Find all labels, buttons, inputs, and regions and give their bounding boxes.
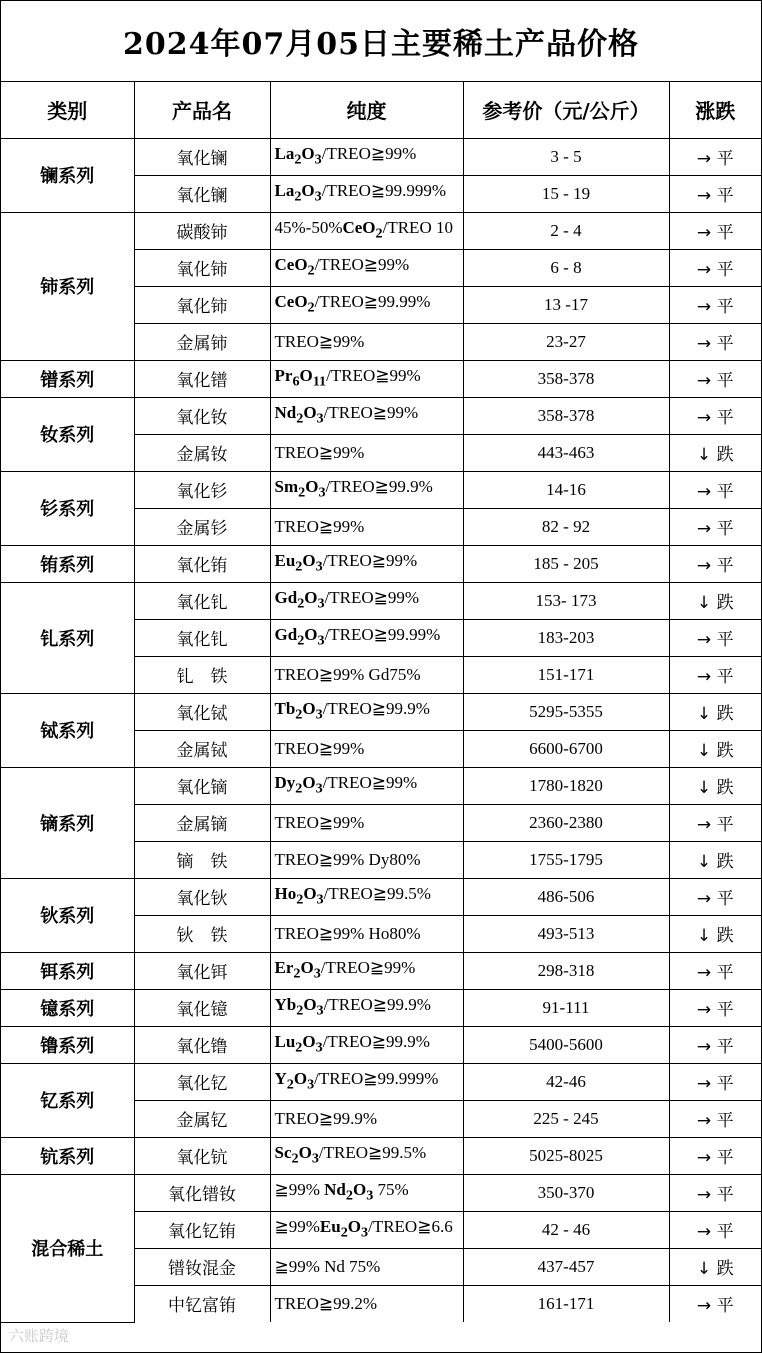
product-name-cell: 氧化铒 xyxy=(134,952,270,989)
category-cell: 铒系列 xyxy=(1,952,134,989)
change-cell: → 平 xyxy=(669,1026,761,1063)
product-name-cell: 金属镝 xyxy=(134,804,270,841)
change-cell: → 平 xyxy=(669,1211,761,1248)
change-cell: → 平 xyxy=(669,1100,761,1137)
table-row xyxy=(1,1063,761,1100)
header-product-name: 产品名 xyxy=(134,82,270,138)
purity-cell: $Ho_2O_3/TREO≧99.5\%$ xyxy=(270,878,463,915)
change-cell: → 平 xyxy=(669,1174,761,1211)
category-cell: 镥系列 xyxy=(1,1026,134,1063)
change-cell: → 平 xyxy=(669,1285,761,1322)
purity-cell: $Gd_2O_3/TREO≧99\%$ xyxy=(270,582,463,619)
category-cell: 钐系列 xyxy=(1,471,134,545)
price-table xyxy=(1,82,761,1323)
table-row xyxy=(1,582,761,619)
table-row xyxy=(1,878,761,915)
change-cell: ↓ 跌 xyxy=(669,1248,761,1285)
product-name-cell: 钬 铁 xyxy=(134,915,270,952)
purity-cell: TREO≧99% Ho80% xyxy=(270,915,463,952)
price-cell: 185 - 205 xyxy=(463,545,669,582)
category-cell: 钬系列 xyxy=(1,878,134,952)
purity-cell: ≧99% $Nd_2O_3$ 75% xyxy=(270,1174,463,1211)
category-cell: 混合稀土 xyxy=(1,1174,134,1322)
price-cell: 161-171 xyxy=(463,1285,669,1322)
purity-cell: TREO≧99% xyxy=(270,508,463,545)
price-cell: 153- 173 xyxy=(463,582,669,619)
change-cell: → 平 xyxy=(669,656,761,693)
product-name-cell: 金属钐 xyxy=(134,508,270,545)
purity-cell: TREO≧99% xyxy=(270,730,463,767)
price-cell: 5025-8025 xyxy=(463,1137,669,1174)
purity-cell: $Pr_6O_{11}/TREO≧99\%$ xyxy=(270,360,463,397)
price-cell: 6 - 8 xyxy=(463,249,669,286)
change-cell: → 平 xyxy=(669,286,761,323)
table-row xyxy=(1,1026,761,1063)
product-name-cell: 氧化铈 xyxy=(134,249,270,286)
purity-cell: TREO≧99% xyxy=(270,323,463,360)
category-cell: 镨系列 xyxy=(1,360,134,397)
product-name-cell: 金属钕 xyxy=(134,434,270,471)
header-category: 类别 xyxy=(1,82,134,138)
purity-cell: $La_2O_3/TREO≧99\%$ xyxy=(270,138,463,175)
purity-cell: CeO$_2$/TREO≧99.99% xyxy=(270,286,463,323)
price-cell: 183-203 xyxy=(463,619,669,656)
change-cell: ↓ 跌 xyxy=(669,582,761,619)
purity-cell: CeO$_2$/TREO≧99% xyxy=(270,249,463,286)
change-cell: ↓ 跌 xyxy=(669,434,761,471)
change-cell: ↓ 跌 xyxy=(669,767,761,804)
price-cell: 350-370 xyxy=(463,1174,669,1211)
change-cell: → 平 xyxy=(669,1063,761,1100)
price-cell: 5400-5600 xyxy=(463,1026,669,1063)
price-cell: 3 - 5 xyxy=(463,138,669,175)
product-name-cell: 金属铈 xyxy=(134,323,270,360)
product-name-cell: 氧化钇 xyxy=(134,1063,270,1100)
change-cell: → 平 xyxy=(669,397,761,434)
product-name-cell: 氧化钆 xyxy=(134,619,270,656)
page-title: 2024年07月05日主要稀土产品价格 xyxy=(1,1,761,82)
header-reference-price: 参考价（元/公斤） xyxy=(463,82,669,138)
price-cell: 151-171 xyxy=(463,656,669,693)
product-name-cell: 镨钕混金 xyxy=(134,1248,270,1285)
change-cell: ↓ 跌 xyxy=(669,841,761,878)
product-name-cell: 氧化钆 xyxy=(134,582,270,619)
price-cell: 42 - 46 xyxy=(463,1211,669,1248)
change-cell: → 平 xyxy=(669,175,761,212)
category-cell: 钇系列 xyxy=(1,1063,134,1137)
product-name-cell: 氧化钬 xyxy=(134,878,270,915)
purity-cell: $La_2O_3/TREO≧99.999\%$ xyxy=(270,175,463,212)
product-name-cell: 金属铽 xyxy=(134,730,270,767)
price-cell: 82 - 92 xyxy=(463,508,669,545)
change-cell: → 平 xyxy=(669,989,761,1026)
purity-cell: $Lu_2O_3/TREO≧99.9\%$ xyxy=(270,1026,463,1063)
product-name-cell: 氧化钇铕 xyxy=(134,1211,270,1248)
product-name-cell: 钆 铁 xyxy=(134,656,270,693)
change-cell: → 平 xyxy=(669,212,761,249)
purity-cell: TREO≧99.2% xyxy=(270,1285,463,1322)
category-cell: 钕系列 xyxy=(1,397,134,471)
price-cell: 42-46 xyxy=(463,1063,669,1100)
table-row xyxy=(1,989,761,1026)
purity-cell: TREO≧99% xyxy=(270,434,463,471)
price-cell: 15 - 19 xyxy=(463,175,669,212)
price-cell: 358-378 xyxy=(463,397,669,434)
table-row xyxy=(1,471,761,508)
table-row xyxy=(1,1137,761,1174)
purity-cell: $Y_2O_3/TREO≧99.999\%$ xyxy=(270,1063,463,1100)
table-row xyxy=(1,212,761,249)
purity-cell: $Gd_2O_3/TREO≧99.99\%$ xyxy=(270,619,463,656)
purity-cell: 45%-50%CeO$_2$/TREO 10 xyxy=(270,212,463,249)
price-cell: 358-378 xyxy=(463,360,669,397)
product-name-cell: 镝 铁 xyxy=(134,841,270,878)
category-cell: 镧系列 xyxy=(1,138,134,212)
table-body xyxy=(1,138,761,1322)
product-name-cell: 氧化镧 xyxy=(134,138,270,175)
product-name-cell: 碳酸铈 xyxy=(134,212,270,249)
table-row xyxy=(1,952,761,989)
purity-cell: TREO≧99% Dy80% xyxy=(270,841,463,878)
price-cell: 23-27 xyxy=(463,323,669,360)
product-name-cell: 氧化钐 xyxy=(134,471,270,508)
product-name-cell: 氧化铕 xyxy=(134,545,270,582)
price-cell: 2360-2380 xyxy=(463,804,669,841)
purity-cell: TREO≧99% Gd75% xyxy=(270,656,463,693)
watermark: 六账跨境 xyxy=(9,1327,70,1345)
change-cell: ↓ 跌 xyxy=(669,693,761,730)
change-cell: → 平 xyxy=(669,878,761,915)
product-name-cell: 氧化镝 xyxy=(134,767,270,804)
table-row xyxy=(1,693,761,730)
purity-cell: $Sc_2O_3/TREO≧99.5\%$ xyxy=(270,1137,463,1174)
price-cell: 2 - 4 xyxy=(463,212,669,249)
product-name-cell: 氧化钕 xyxy=(134,397,270,434)
purity-cell: $Nd_2O_3/TREO≧99\%$ xyxy=(270,397,463,434)
purity-cell: $≧99\%Eu_2O_3/TREO≧6.6$ xyxy=(270,1211,463,1248)
table-row xyxy=(1,138,761,175)
price-cell: 486-506 xyxy=(463,878,669,915)
price-cell: 443-463 xyxy=(463,434,669,471)
change-cell: → 平 xyxy=(669,952,761,989)
category-cell: 镱系列 xyxy=(1,989,134,1026)
price-cell: 5295-5355 xyxy=(463,693,669,730)
table-row xyxy=(1,545,761,582)
product-name-cell: 氧化铽 xyxy=(134,693,270,730)
table-row xyxy=(1,360,761,397)
price-cell: 13 -17 xyxy=(463,286,669,323)
change-cell: ↓ 跌 xyxy=(669,915,761,952)
purity-cell: $Eu_2O_3/TREO≧99\%$ xyxy=(270,545,463,582)
change-cell: → 平 xyxy=(669,360,761,397)
price-cell: 437-457 xyxy=(463,1248,669,1285)
header-purity: 纯度 xyxy=(270,82,463,138)
product-name-cell: 氧化钪 xyxy=(134,1137,270,1174)
purity-cell: ≧99% Nd 75% xyxy=(270,1248,463,1285)
header-row xyxy=(1,82,761,138)
category-cell: 镝系列 xyxy=(1,767,134,878)
purity-cell: TREO≧99% xyxy=(270,804,463,841)
change-cell: → 平 xyxy=(669,323,761,360)
change-cell: → 平 xyxy=(669,545,761,582)
price-cell: 14-16 xyxy=(463,471,669,508)
price-cell: 493-513 xyxy=(463,915,669,952)
purity-cell: $Yb_2O_3/TREO≧99.9\%$ xyxy=(270,989,463,1026)
category-cell: 铕系列 xyxy=(1,545,134,582)
purity-cell: $Tb_2O_3/TREO≧99.9\%$ xyxy=(270,693,463,730)
change-cell: → 平 xyxy=(669,1137,761,1174)
product-name-cell: 氧化镨钕 xyxy=(134,1174,270,1211)
purity-cell: TREO≧99.9% xyxy=(270,1100,463,1137)
purity-cell: $Dy_2O_3/TREO≧99\%$ xyxy=(270,767,463,804)
change-cell: → 平 xyxy=(669,508,761,545)
category-cell: 钆系列 xyxy=(1,582,134,693)
product-name-cell: 氧化镥 xyxy=(134,1026,270,1063)
change-cell: → 平 xyxy=(669,249,761,286)
price-cell: 298-318 xyxy=(463,952,669,989)
product-name-cell: 氧化镱 xyxy=(134,989,270,1026)
change-cell: → 平 xyxy=(669,804,761,841)
product-name-cell: 氧化铈 xyxy=(134,286,270,323)
category-cell: 铈系列 xyxy=(1,212,134,360)
change-cell: → 平 xyxy=(669,619,761,656)
header-change: 涨跌 xyxy=(669,82,761,138)
category-cell: 铽系列 xyxy=(1,693,134,767)
change-cell: ↓ 跌 xyxy=(669,730,761,767)
product-name-cell: 氧化镧 xyxy=(134,175,270,212)
price-cell: 225 - 245 xyxy=(463,1100,669,1137)
purity-cell: $Sm_2O_3/TREO≧99.9\%$ xyxy=(270,471,463,508)
table-row xyxy=(1,1174,761,1211)
product-name-cell: 中钇富铕 xyxy=(134,1285,270,1322)
price-cell: 91-111 xyxy=(463,989,669,1026)
product-name-cell: 金属钇 xyxy=(134,1100,270,1137)
price-cell: 1780-1820 xyxy=(463,767,669,804)
category-cell: 钪系列 xyxy=(1,1137,134,1174)
change-cell: → 平 xyxy=(669,471,761,508)
change-cell: → 平 xyxy=(669,138,761,175)
product-name-cell: 氧化镨 xyxy=(134,360,270,397)
table-row xyxy=(1,397,761,434)
price-cell: 6600-6700 xyxy=(463,730,669,767)
table-row xyxy=(1,767,761,804)
purity-cell: $Er_2O_3/TREO≧99\%$ xyxy=(270,952,463,989)
price-cell: 1755-1795 xyxy=(463,841,669,878)
